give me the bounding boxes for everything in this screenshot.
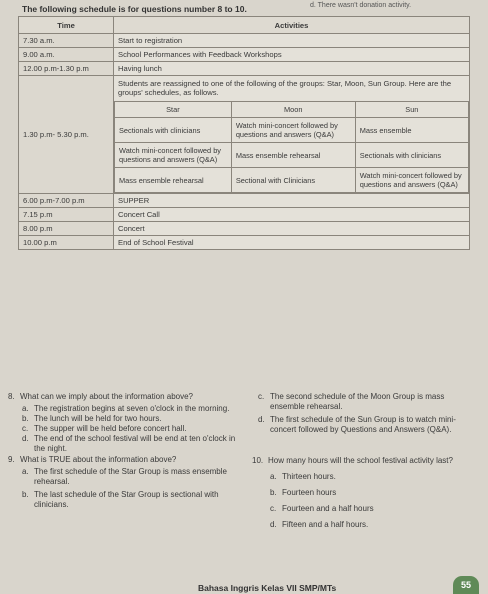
table-header-row xyxy=(19,17,470,34)
table-row xyxy=(19,236,470,250)
activity-cell: Concert xyxy=(114,222,470,236)
option-d[interactable]: d. The first schedule of the Sun Group is to watch mini-concert followed by Questions and Answers (Q&A). xyxy=(258,415,456,434)
time-cell: 8.00 p.m xyxy=(19,222,114,236)
group-cell: Mass ensemble rehearsal xyxy=(115,168,232,193)
table-row xyxy=(19,34,470,48)
group-cell: Mass ensemble rehearsal xyxy=(231,143,355,168)
group-header-row xyxy=(115,102,469,118)
question-10: 10. How many hours will the school festival activity last? a. Thirteen hours. b. Fourteen hours c. Fourteen and a half hours d. Fifteen and a half hours. xyxy=(252,456,480,530)
table-row xyxy=(19,222,470,236)
activity-cell: Start to registration xyxy=(114,34,470,48)
time-cell: 6.00 p.m-7.00 p.m xyxy=(19,194,114,208)
table-row xyxy=(19,62,470,76)
option-d[interactable]: d. The end of the school festival will be end at ten o'clock in the night. xyxy=(22,434,236,453)
group-sun: Sun xyxy=(355,102,468,118)
group-star: Star xyxy=(115,102,232,118)
option-a[interactable]: a. The registration begins at seven o'clock in the morning. xyxy=(22,404,230,413)
activity-cell: School Performances with Feedback Workshops xyxy=(114,48,470,62)
time-cell: 7.15 p.m xyxy=(19,208,114,222)
group-intro: Students are reassigned to one of the following of the groups: Star, Moon, Sun Group. Here are the groups' schedules, as follows. xyxy=(118,79,452,97)
option-c[interactable]: c. Fourteen and a half hours xyxy=(270,504,374,513)
group-schedule-table xyxy=(114,101,469,193)
activity-cell: Having lunch xyxy=(114,62,470,76)
question-8: 8. What can we imply about the information above? a. The registration begins at seven o'clock in the morning. b. The lunch will be held for two hours. c. The supper will be held before concert hall. d. The end of the school festival will be end at ten o'clock in the night. 9. What is TRUE about the information above? a. The first schedule of the Star Group is mass ensemble rehearsal. b. The last schedule of the Star Group is sectional with clinicians. xyxy=(8,392,244,510)
group-row xyxy=(115,168,469,193)
group-cell: Mass ensemble xyxy=(355,118,468,143)
book-footer: Bahasa Inggris Kelas VII SMP/MTs xyxy=(198,583,337,593)
question-text: What can we imply about the information above? xyxy=(20,392,193,401)
question-text: What is TRUE about the information above? xyxy=(20,455,177,464)
group-activities-cell xyxy=(114,76,470,194)
question-9-continued xyxy=(258,392,480,435)
header-time: Time xyxy=(19,17,114,34)
group-cell: Sectionals with clinicians xyxy=(355,143,468,168)
option-b[interactable]: b. The last schedule of the Star Group is sectional with clinicians. xyxy=(22,490,219,509)
group-cell: Sectional with Clinicians xyxy=(231,168,355,193)
group-cell: Watch mini-concert followed by questions and answers (Q&A) xyxy=(231,118,355,143)
option-a[interactable]: a. The first schedule of the Star Group is mass ensemble rehearsal. xyxy=(22,467,227,486)
option-c[interactable]: c. The supper will be held before concert hall. xyxy=(22,424,187,433)
schedule-caption: The following schedule is for questions number 8 to 10. xyxy=(22,4,247,14)
activity-cell: SUPPER xyxy=(114,194,470,208)
option-c[interactable]: c. The second schedule of the Moon Group is mass ensemble rehearsal. xyxy=(258,392,445,411)
time-cell: 7.30 a.m. xyxy=(19,34,114,48)
group-cell: Watch mini-concert followed by questions and answers (Q&A) xyxy=(115,143,232,168)
page-number: 55 xyxy=(453,576,479,594)
option-d[interactable]: d. Fifteen and a half hours. xyxy=(270,520,369,529)
table-row xyxy=(19,194,470,208)
time-cell: 12.00 p.m-1.30 p.m xyxy=(19,62,114,76)
header-activities: Activities xyxy=(114,17,470,34)
group-cell: Sectionals with clinicians xyxy=(115,118,232,143)
activity-cell: Concert Call xyxy=(114,208,470,222)
table-row xyxy=(19,48,470,62)
time-cell: 10.00 p.m xyxy=(19,236,114,250)
option-a[interactable]: a. Thirteen hours. xyxy=(270,472,336,481)
option-b[interactable]: b. Fourteen hours xyxy=(270,488,337,497)
question-text: How many hours will the school festival activity last? xyxy=(268,456,453,465)
schedule-table xyxy=(18,16,470,250)
option-b[interactable]: b. The lunch will be held for two hours. xyxy=(22,414,162,423)
time-cell: 9.00 a.m. xyxy=(19,48,114,62)
time-cell: 1.30 p.m- 5.30 p.m. xyxy=(19,76,114,194)
activity-cell: End of School Festival xyxy=(114,236,470,250)
group-cell: Watch mini-concert followed by questions and answers (Q&A) xyxy=(355,168,468,193)
group-row xyxy=(115,118,469,143)
table-row xyxy=(19,208,470,222)
group-row xyxy=(115,143,469,168)
previous-question-option: d. There wasn't donation activity. xyxy=(310,2,412,9)
table-row-groups xyxy=(19,76,470,194)
group-moon: Moon xyxy=(231,102,355,118)
